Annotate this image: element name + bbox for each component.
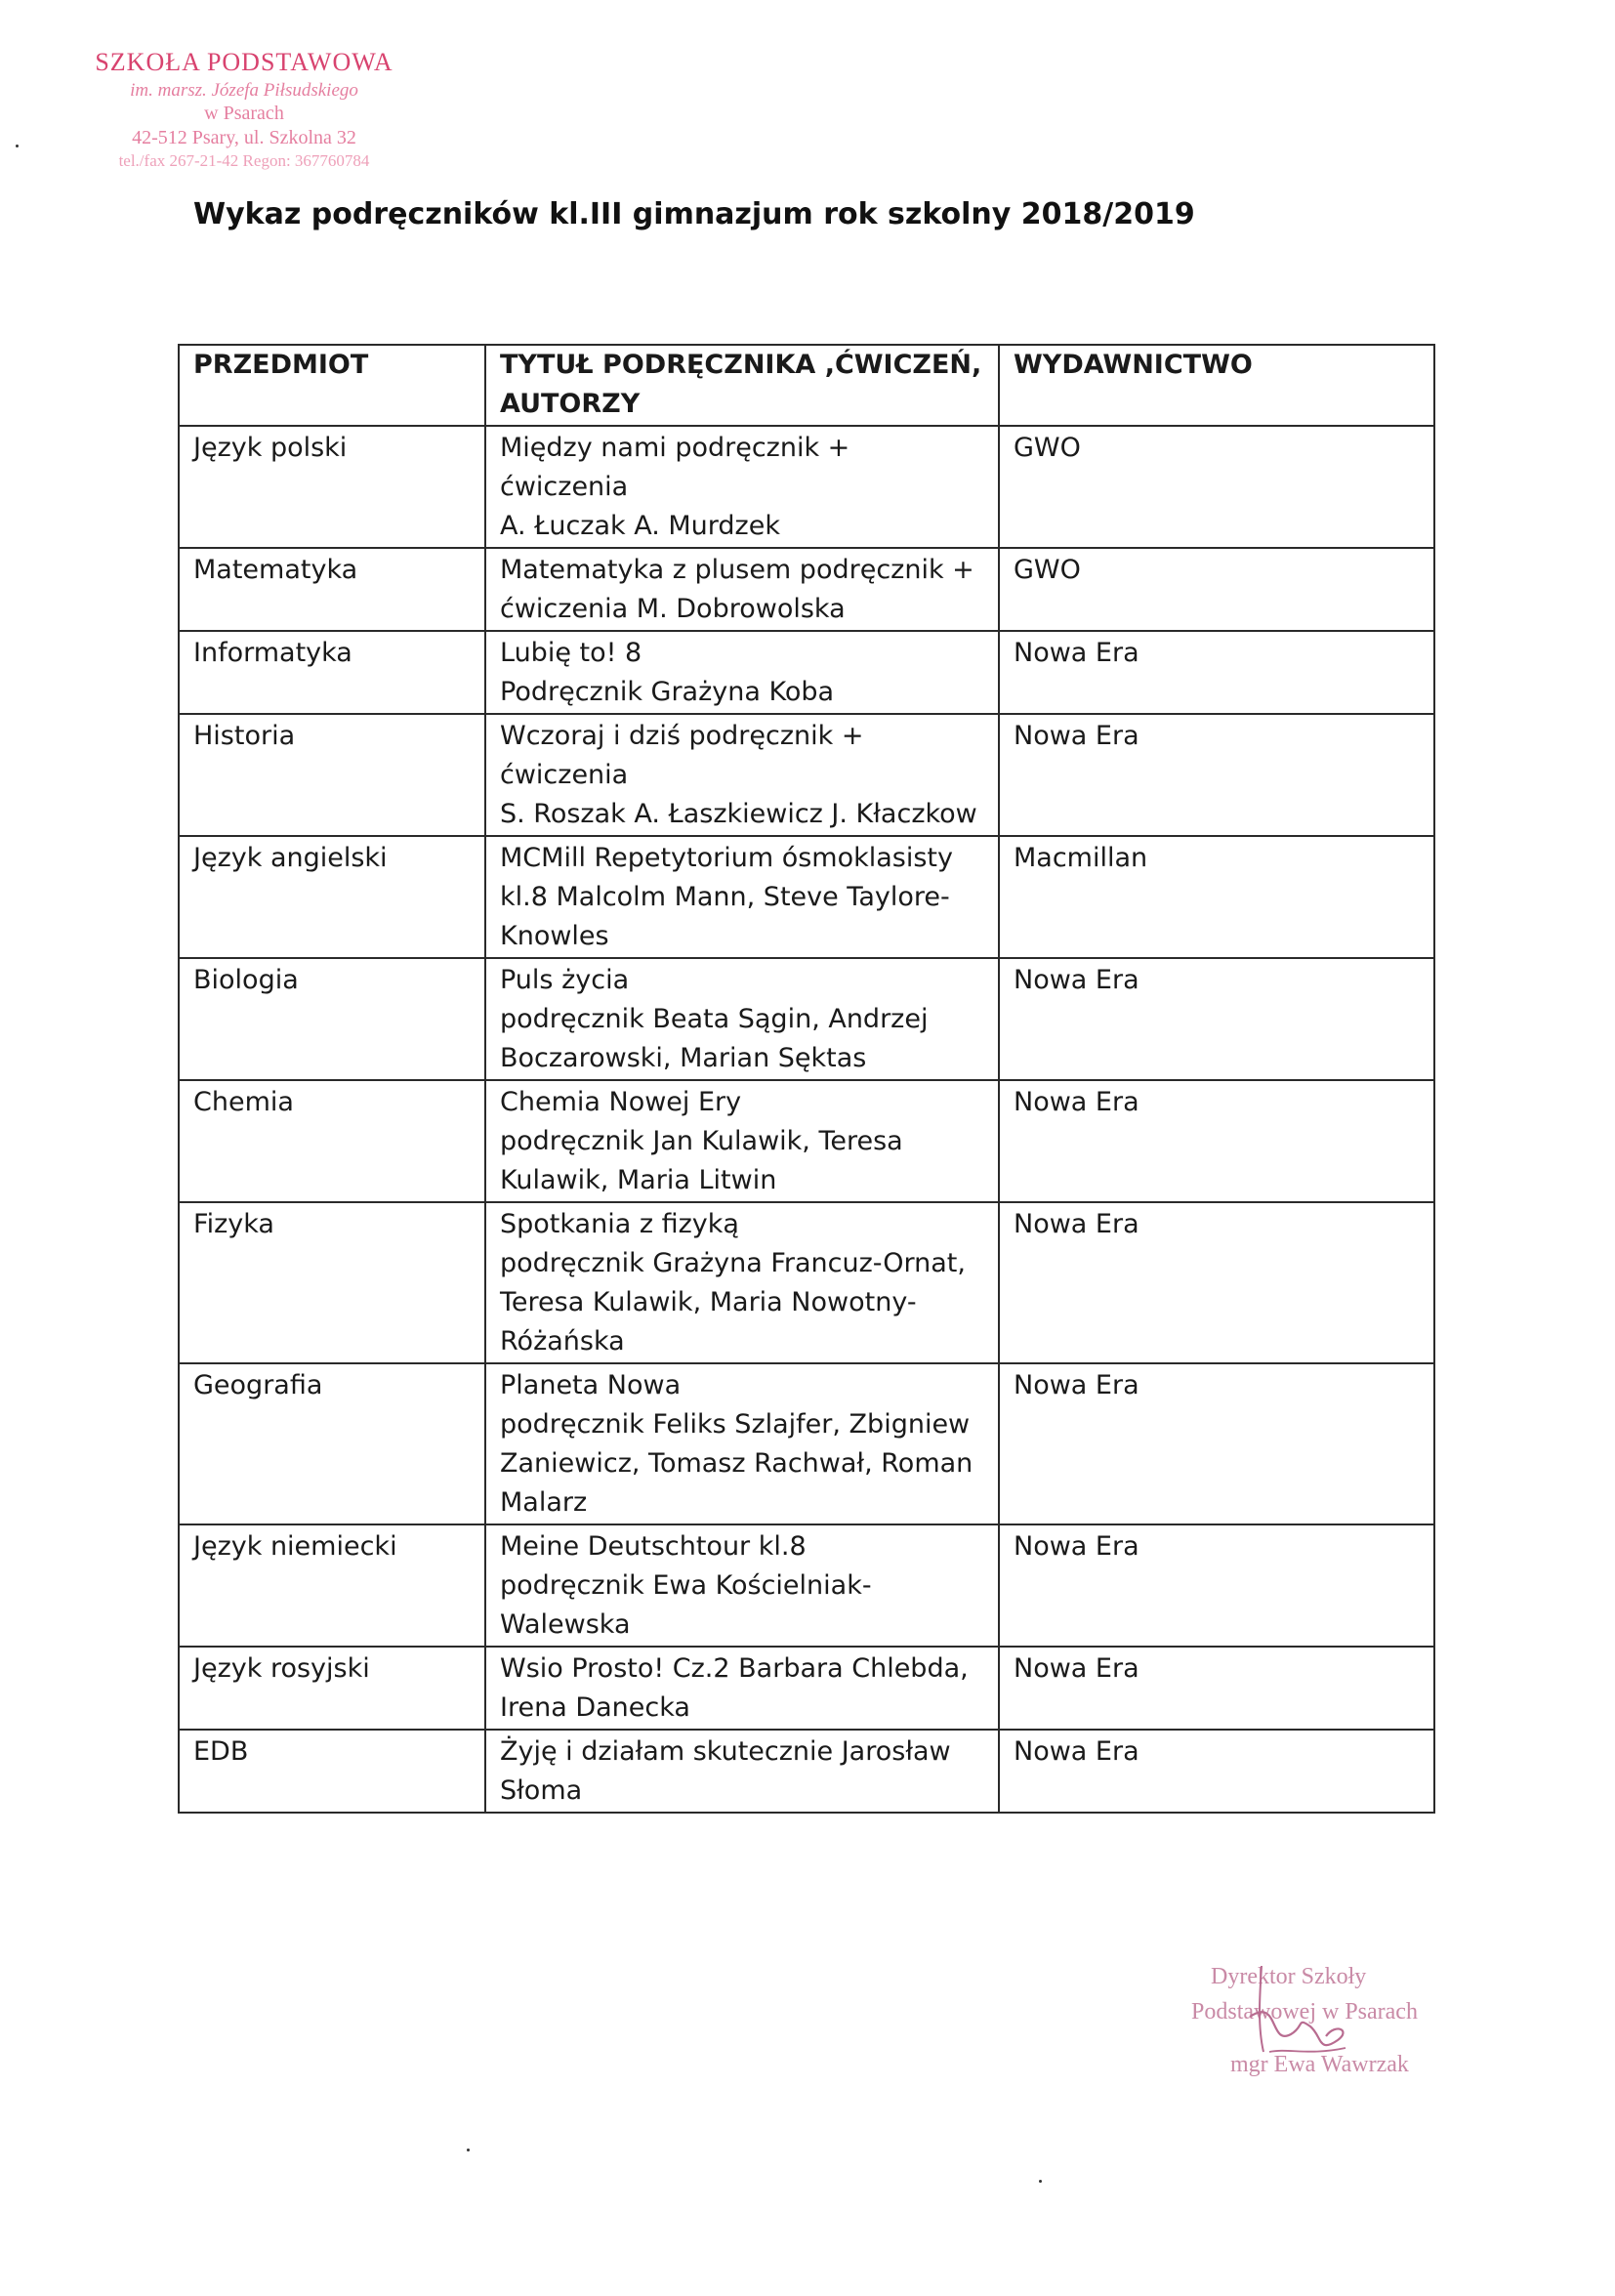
cell-title-authors <box>485 958 999 1080</box>
cell-title-line: Żyję i działam skutecznie Jarosław <box>500 1736 951 1767</box>
scan-speck <box>467 2149 470 2151</box>
cell-title-line: Boczarowski, Marian Sęktas <box>500 1043 867 1073</box>
cell-title-line: A. Łuczak A. Murdzek <box>500 511 780 541</box>
cell-title-line: ćwiczenia M. Dobrowolska <box>500 594 846 624</box>
cell-title-line: Wsio Prosto! Cz.2 Barbara Chlebda, <box>500 1653 969 1684</box>
stamp-tel: tel./fax 267-21-42 Regon: 367760784 <box>118 151 370 171</box>
table-row <box>179 1080 1434 1202</box>
cell-publisher: Nowa Era <box>999 1730 1434 1813</box>
cell-title-line: Lubię to! 8 <box>500 638 642 668</box>
textbook-table <box>178 344 1435 1814</box>
cell-title-line: Malarz <box>500 1487 588 1518</box>
cell-subject: Język polski <box>179 426 485 548</box>
cell-title-line: Puls życia <box>500 965 630 995</box>
cell-publisher: GWO <box>999 426 1434 548</box>
cell-title-authors <box>485 714 999 836</box>
table-header-row <box>179 345 1434 426</box>
signature-stamp-line-1: Dyrektor Szkoły <box>1211 1964 1367 1989</box>
signature-stamp-line-3: mgr Ewa Wawrzak <box>1230 2052 1409 2077</box>
cell-subject: Język rosyjski <box>179 1647 485 1730</box>
cell-title-authors <box>485 1647 999 1730</box>
table-row <box>179 1647 1434 1730</box>
cell-subject: Język niemiecki <box>179 1524 485 1647</box>
cell-title-line: Wczoraj i dziś podręcznik + <box>500 721 864 751</box>
cell-title-authors <box>485 1730 999 1813</box>
cell-title-line: Walewska <box>500 1609 631 1640</box>
table-row <box>179 958 1434 1080</box>
cell-subject: Chemia <box>179 1080 485 1202</box>
cell-title-line: MCMill Repetytorium ósmoklasisty <box>500 843 953 873</box>
table-body <box>179 426 1434 1813</box>
cell-title-line: Matematyka z plusem podręcznik + <box>500 555 974 585</box>
scan-speck <box>16 145 19 147</box>
school-stamp <box>49 47 439 172</box>
stamp-patron: im. marsz. Józefa Piłsudskiego <box>130 79 358 101</box>
table-row <box>179 426 1434 548</box>
table-row <box>179 1730 1434 1813</box>
table-row <box>179 631 1434 714</box>
cell-title-authors <box>485 426 999 548</box>
cell-publisher: GWO <box>999 548 1434 631</box>
cell-title-authors <box>485 1363 999 1524</box>
cell-publisher: Nowa Era <box>999 631 1434 714</box>
cell-title-line: Różańska <box>500 1326 625 1357</box>
cell-subject: Geografia <box>179 1363 485 1524</box>
cell-title-authors <box>485 1202 999 1363</box>
cell-publisher: Nowa Era <box>999 714 1434 836</box>
cell-title-line: Meine Deutschtour kl.8 <box>500 1531 807 1562</box>
cell-publisher: Nowa Era <box>999 1647 1434 1730</box>
cell-title-line: Słoma <box>500 1775 583 1806</box>
cell-title-authors <box>485 548 999 631</box>
header-title-authors: TYTUŁ PODRĘCZNIKA ,ĆWICZEŃ, AUTORZY <box>485 345 999 426</box>
cell-title-authors <box>485 836 999 958</box>
cell-title-line: Podręcznik Grażyna Koba <box>500 677 835 707</box>
cell-subject: Fizyka <box>179 1202 485 1363</box>
cell-publisher: Nowa Era <box>999 1202 1434 1363</box>
cell-title-line: Chemia Nowej Ery <box>500 1087 742 1117</box>
table-row <box>179 1202 1434 1363</box>
table-row <box>179 1363 1434 1524</box>
cell-publisher: Nowa Era <box>999 1080 1434 1202</box>
stamp-address: 42-512 Psary, ul. Szkolna 32 <box>132 127 356 149</box>
cell-title-line: podręcznik Grażyna Francuz-Ornat, <box>500 1248 966 1278</box>
cell-title-authors <box>485 1524 999 1647</box>
cell-title-line: podręcznik Ewa Kościelniak- <box>500 1570 872 1601</box>
cell-title-line: S. Roszak A. Łaszkiewicz J. Kłaczkow <box>500 799 977 829</box>
cell-subject: Matematyka <box>179 548 485 631</box>
cell-title-line: Między nami podręcznik + <box>500 433 850 463</box>
cell-subject: Biologia <box>179 958 485 1080</box>
cell-subject: Język angielski <box>179 836 485 958</box>
stamp-place: w Psarach <box>204 103 284 125</box>
director-signature-stamp <box>1162 1958 1445 2095</box>
cell-title-line: ćwiczenia <box>500 472 629 502</box>
header-publisher: WYDAWNICTWO <box>999 345 1434 426</box>
cell-subject: Historia <box>179 714 485 836</box>
cell-title-line: Irena Danecka <box>500 1692 690 1723</box>
signature-stamp-line-2: Podstawowej w Psarach <box>1191 1999 1418 2025</box>
cell-title-authors <box>485 631 999 714</box>
cell-publisher: Macmillan <box>999 836 1434 958</box>
cell-title-line: ćwiczenia <box>500 760 629 790</box>
cell-title-line: Spotkania z fizyką <box>500 1209 739 1239</box>
cell-title-authors <box>485 1080 999 1202</box>
cell-title-line: Zaniewicz, Tomasz Rachwał, Roman <box>500 1448 973 1479</box>
cell-title-line: Knowles <box>500 921 609 951</box>
cell-publisher: Nowa Era <box>999 1363 1434 1524</box>
scan-speck <box>1039 2180 1042 2183</box>
cell-subject: EDB <box>179 1730 485 1813</box>
cell-title-line: podręcznik Beata Sągin, Andrzej <box>500 1004 929 1034</box>
document-title: Wykaz podręczników kl.III gimnazjum rok szkolny 2018/2019 <box>193 197 1195 231</box>
cell-title-line: kl.8 Malcolm Mann, Steve Taylore- <box>500 882 950 912</box>
cell-title-line: Planeta Nowa <box>500 1370 682 1400</box>
cell-title-line: podręcznik Feliks Szlajfer, Zbigniew <box>500 1409 971 1440</box>
header-subject: PRZEDMIOT <box>179 345 485 426</box>
cell-subject: Informatyka <box>179 631 485 714</box>
cell-title-line: podręcznik Jan Kulawik, Teresa <box>500 1126 903 1156</box>
handwritten-signature-icon <box>1221 1958 1377 2075</box>
table-row <box>179 714 1434 836</box>
cell-publisher: Nowa Era <box>999 958 1434 1080</box>
table-row <box>179 548 1434 631</box>
cell-publisher: Nowa Era <box>999 1524 1434 1647</box>
cell-title-line: Teresa Kulawik, Maria Nowotny- <box>500 1287 917 1317</box>
cell-title-line: Kulawik, Maria Litwin <box>500 1165 777 1195</box>
table-row <box>179 836 1434 958</box>
table-row <box>179 1524 1434 1647</box>
stamp-school-name: SZKOŁA PODSTAWOWA <box>95 48 393 76</box>
